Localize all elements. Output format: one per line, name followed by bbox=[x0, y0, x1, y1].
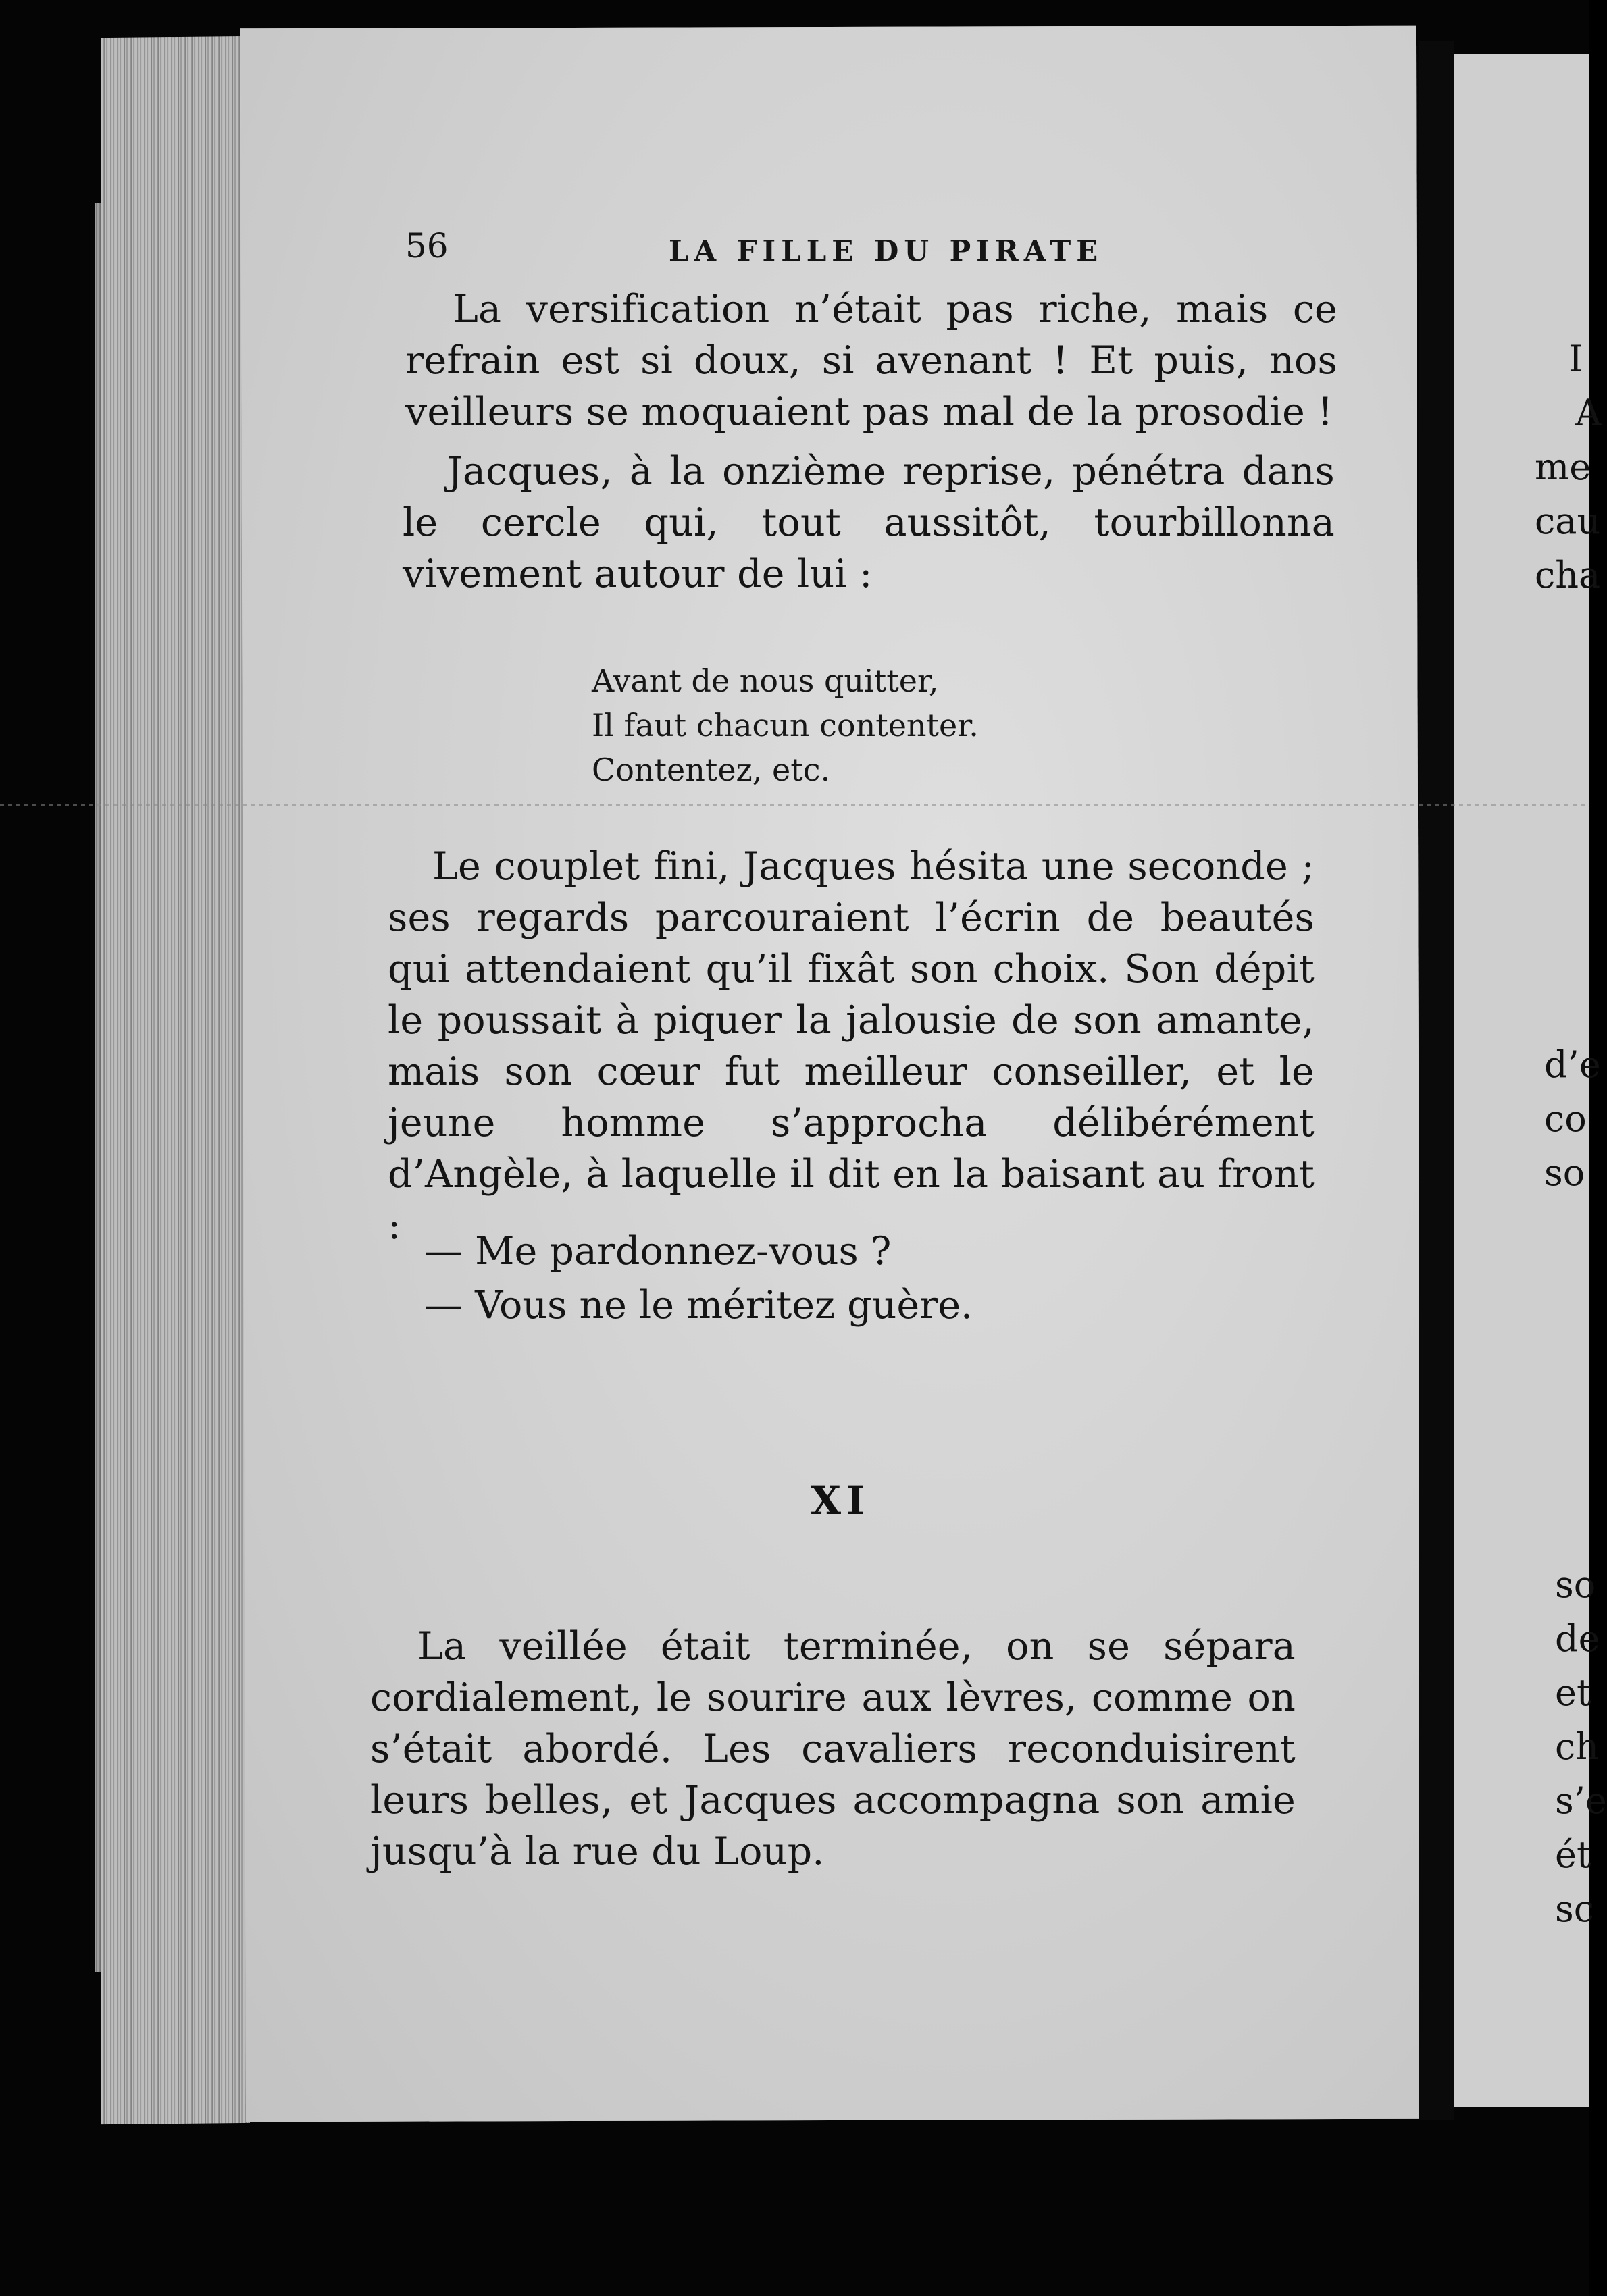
facing-page-fragment: ét bbox=[1555, 1833, 1591, 1876]
facing-page-fragment: cau bbox=[1535, 500, 1601, 542]
facing-page-fragment: d’e bbox=[1544, 1043, 1601, 1086]
paragraph: Le couplet fini, Jacques hésita une seconde ; ses regards parcouraient l’écrin de beautés qui attendaient qu’il fixât son choix. Son dépit le poussait à piquer la jalousie de son amante, mais son cœur fut meilleur conseiller, et le jeune homme s’approcha délibérément d’Angèle, à laquelle il dit en la baisant au front : bbox=[388, 844, 1315, 1248]
page-number: 56 bbox=[405, 226, 449, 265]
chapter-heading: XI bbox=[811, 1478, 871, 1523]
paragraph: La versification n’était pas riche, mais ce refrain est si doux, si avenant ! Et puis, nos veilleurs se moquaient pas mal de la prosodie ! bbox=[405, 287, 1337, 434]
facing-page-fragment: s’e bbox=[1555, 1779, 1607, 1822]
facing-page-fragment: cha bbox=[1535, 554, 1601, 596]
verse-line: Il faut chacun contenter. bbox=[592, 707, 979, 743]
facing-page-fragment: de bbox=[1555, 1617, 1600, 1660]
facing-page-fragment: ch bbox=[1555, 1725, 1600, 1768]
facing-page-fragment: I bbox=[1568, 338, 1583, 380]
scan-artifact-line bbox=[0, 804, 1589, 806]
page-header bbox=[405, 226, 1351, 267]
page-gutter bbox=[1419, 41, 1454, 2120]
dialogue-line: — Me pardonnez-vous ? bbox=[424, 1229, 892, 1274]
facing-page-fragment: et bbox=[1555, 1671, 1591, 1714]
paragraph: La veillée était terminée, on se sépara cordialement, le sourire aux lèvres, comme on s’était abordé. Les cavaliers reconduisirent leurs belles, et Jacques accompagna son amie jusqu’à la rue du Loup. bbox=[370, 1624, 1296, 1874]
running-title: LA FILLE DU PIRATE bbox=[669, 234, 1104, 267]
dialogue-line: — Vous ne le méritez guère. bbox=[424, 1283, 973, 1328]
facing-page-fragment: me bbox=[1535, 446, 1591, 488]
paragraph: Jacques, à la onzième reprise, pénétra dans le cercle qui, tout aussitôt, tourbillonna vivement autour de lui : bbox=[403, 449, 1335, 596]
facing-page-fragment: co bbox=[1544, 1097, 1587, 1140]
facing-page-fragment: sc bbox=[1555, 1887, 1594, 1930]
book-page-edges bbox=[101, 36, 250, 2124]
verse-block bbox=[592, 658, 979, 792]
facing-page-fragment: so bbox=[1555, 1563, 1596, 1606]
verse-line: Avant de nous quitter, bbox=[592, 662, 939, 699]
verse-line: Contentez, etc. bbox=[592, 752, 831, 788]
facing-page bbox=[1454, 54, 1607, 2107]
facing-page-fragment: so bbox=[1544, 1151, 1585, 1194]
facing-page-fragment: A bbox=[1575, 392, 1602, 434]
